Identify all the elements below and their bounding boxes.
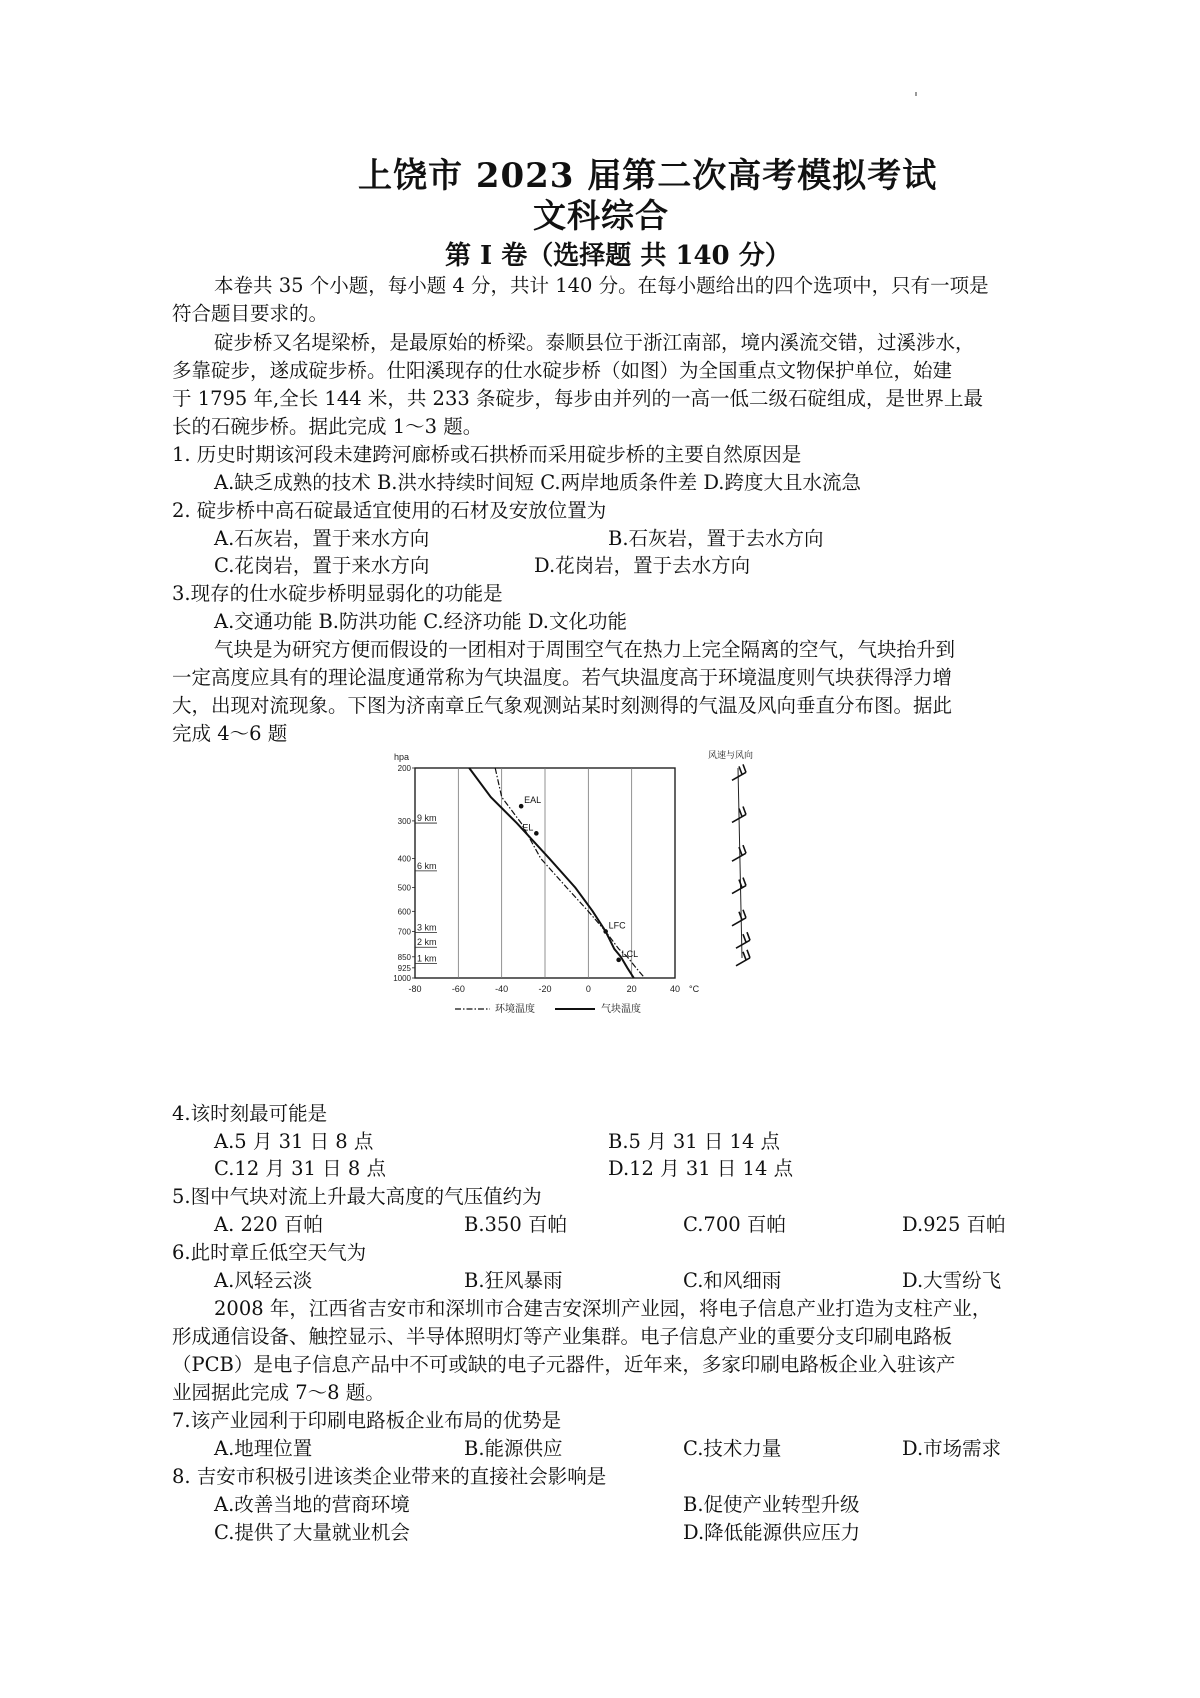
y-tick-label: 500 <box>397 883 411 893</box>
legend-environment-label: 环境温度 <box>495 1004 535 1015</box>
question-8-option-b: B.促使产业转型升级 <box>683 1493 860 1516</box>
subject-title: 文科综合 <box>533 196 669 235</box>
y-tick-label: 850 <box>397 952 411 962</box>
question-7-option-d: D.市场需求 <box>902 1437 1002 1460</box>
y-tick-label: 300 <box>397 816 411 826</box>
section-title: 第 I 卷（选择题 共 140 分） <box>445 241 791 271</box>
question-5-option-a: A. 220 百帕 <box>214 1213 323 1236</box>
question-6-stem: 6.此时章丘低空天气为 <box>172 1241 367 1264</box>
passage3-line-4: 业园据此完成 7～8 题。 <box>172 1381 385 1404</box>
annotation-point <box>616 958 621 963</box>
x-tick-label: -60 <box>451 984 465 994</box>
wind-barb-icon <box>736 932 750 948</box>
question-5-stem: 5.图中气块对流上升最大高度的气压值约为 <box>172 1185 542 1208</box>
question-6-option-d: D.大雪纷飞 <box>902 1269 1002 1292</box>
y-tick-label: 600 <box>397 907 411 917</box>
question-8-stem: 8. 吉安市积极引进该类企业带来的直接社会影响是 <box>172 1465 607 1488</box>
question-5-option-c: C.700 百帕 <box>683 1213 786 1236</box>
annotation-point <box>603 929 608 934</box>
x-tick-label: -40 <box>495 984 509 994</box>
x-tick-label: -20 <box>538 984 552 994</box>
question-6-option-a: A.风轻云淡 <box>214 1269 313 1292</box>
legend-parcel-label: 气块温度 <box>601 1004 641 1015</box>
question-1-options: A.缺乏成熟的技术 B.洪水持续时间短 C.两岸地质条件差 D.跨度大且水流急 <box>214 471 861 494</box>
y-tick-label: 700 <box>397 927 411 937</box>
question-5-option-d: D.925 百帕 <box>902 1213 1006 1236</box>
passage1-line-2: 多靠碇步，遂成碇步桥。仕阳溪现存的仕水碇步桥（如图）为全国重点文物保护单位，始建 <box>172 359 953 382</box>
question-8-option-a: A.改善当地的营商环境 <box>214 1493 410 1516</box>
y-tick-label: 925 <box>397 963 411 973</box>
y-tick-label: 400 <box>397 854 411 864</box>
x-axis-label: °C <box>689 984 700 994</box>
height-mark-label: 9 km <box>417 813 437 824</box>
environment-temperature-line <box>495 768 645 978</box>
y-tick-label: 200 <box>397 764 411 773</box>
question-2-option-a: A.石灰岩，置于来水方向 <box>214 527 430 550</box>
question-2-stem: 2. 碇步桥中高石碇最适宜使用的石材及安放位置为 <box>172 499 607 522</box>
annotation-label: LFC <box>608 920 626 931</box>
question-7-stem: 7.该产业园利于印刷电路板企业布局的优势是 <box>172 1409 562 1432</box>
question-7-option-b: B.能源供应 <box>464 1437 563 1460</box>
question-7-option-a: A.地理位置 <box>214 1437 313 1460</box>
question-2-option-c: C.花岗岩，置于来水方向 <box>214 554 430 577</box>
height-mark-label: 1 km <box>417 953 437 964</box>
question-6-option-b: B.狂风暴雨 <box>464 1269 563 1292</box>
wind-barb-icon <box>732 878 746 894</box>
temperature-profile-chart <box>395 740 815 1090</box>
height-mark-label: 2 km <box>417 937 437 948</box>
passage2-line-3: 大，出现对流现象。下图为济南章丘气象观测站某时刻测得的气温及风向垂直分布图。据此 <box>172 694 953 717</box>
question-3-options: A.交通功能 B.防洪功能 C.经济功能 D.文化功能 <box>214 610 627 633</box>
wind-barb-icon <box>732 764 746 780</box>
question-2-option-b: B.石灰岩，置于去水方向 <box>608 527 824 550</box>
question-4-option-a: A.5 月 31 日 8 点 <box>214 1130 374 1153</box>
wind-barb-icon <box>732 845 746 861</box>
parcel-temperature-line <box>469 768 634 978</box>
wind-column-title: 风速与风向 <box>708 750 754 760</box>
exam-title: 上饶市 2023 届第二次高考模拟考试 <box>358 156 938 196</box>
question-1-stem: 1. 历史时期该河段未建跨河廊桥或石拱桥而采用碇步桥的主要自然原因是 <box>172 443 802 466</box>
annotation-point <box>519 804 524 809</box>
x-tick-label: -80 <box>408 984 422 994</box>
y-tick-label: 1000 <box>393 974 411 983</box>
question-2-option-d: D.花岗岩，置于去水方向 <box>534 554 751 577</box>
annotation-point <box>534 831 539 836</box>
x-tick-label: 40 <box>669 984 681 994</box>
wind-axis-line <box>738 768 742 958</box>
passage3-line-2: 形成通信设备、触控显示、半导体照明灯等产业集群。电子信息产业的重要分支印刷电路板 <box>172 1325 953 1348</box>
x-tick-label: 0 <box>585 984 591 994</box>
passage1-line-4: 长的石碗步桥。据此完成 1～3 题。 <box>172 415 483 438</box>
question-4-option-c: C.12 月 31 日 8 点 <box>214 1157 386 1180</box>
passage1-line-3: 于 1795 年,全长 144 米，共 233 条碇步，每步由并列的一高一低二级石碇组成，是世界上最 <box>172 387 983 410</box>
question-8-option-d: D.降低能源供应压力 <box>683 1521 861 1544</box>
question-3-stem: 3.现存的仕水碇步桥明显弱化的功能是 <box>172 582 503 605</box>
passage3-line-1: 2008 年，江西省吉安市和深圳市合建吉安深圳产业园，将电子信息产业打造为支柱产业， <box>214 1297 992 1320</box>
x-tick-label: 20 <box>626 984 637 994</box>
instructions-line-2: 符合题目要求的。 <box>172 302 329 325</box>
question-5-option-b: B.350 百帕 <box>464 1213 567 1236</box>
question-4-stem: 4.该时刻最可能是 <box>172 1102 328 1125</box>
height-mark-label: 6 km <box>417 860 437 871</box>
question-6-option-c: C.和风细雨 <box>683 1269 782 1292</box>
passage2-line-1: 气块是为研究方便而假设的一团相对于周围空气在热力上完全隔离的空气，气块抬升到 <box>214 638 956 661</box>
question-8-option-c: C.提供了大量就业机会 <box>214 1521 410 1544</box>
wind-barb-icon <box>736 950 750 966</box>
wind-barb-icon <box>732 910 746 926</box>
annotation-label: LCL <box>621 948 639 959</box>
passage2-line-2: 一定高度应具有的理论温度通常称为气块温度。若气块温度高于环境温度则气块获得浮力增 <box>172 666 953 689</box>
y-axis-label: hpa <box>393 752 409 762</box>
passage3-line-3: （PCB）是电子信息产品中不可或缺的电子元器件，近年来，多家印刷电路板企业入驻该产 <box>172 1353 956 1376</box>
question-7-option-c: C.技术力量 <box>683 1437 782 1460</box>
question-4-option-b: B.5 月 31 日 14 点 <box>608 1130 781 1153</box>
height-mark-label: 3 km <box>417 922 437 933</box>
scan-speck <box>915 92 917 96</box>
annotation-label: EL <box>522 822 534 833</box>
passage2-line-4: 完成 4～6 题 <box>172 722 288 745</box>
passage1-line-1: 碇步桥又名堤梁桥，是最原始的桥梁。泰顺县位于浙江南部，境内溪流交错，过溪涉水， <box>214 331 975 354</box>
annotation-label: EAL <box>524 795 542 806</box>
question-4-option-d: D.12 月 31 日 14 点 <box>608 1157 794 1180</box>
instructions-line-1: 本卷共 35 个小题，每小题 4 分，共计 140 分。在每小题给出的四个选项中，只有一项是 <box>214 274 989 297</box>
temperature-profile-svg <box>395 740 815 1090</box>
